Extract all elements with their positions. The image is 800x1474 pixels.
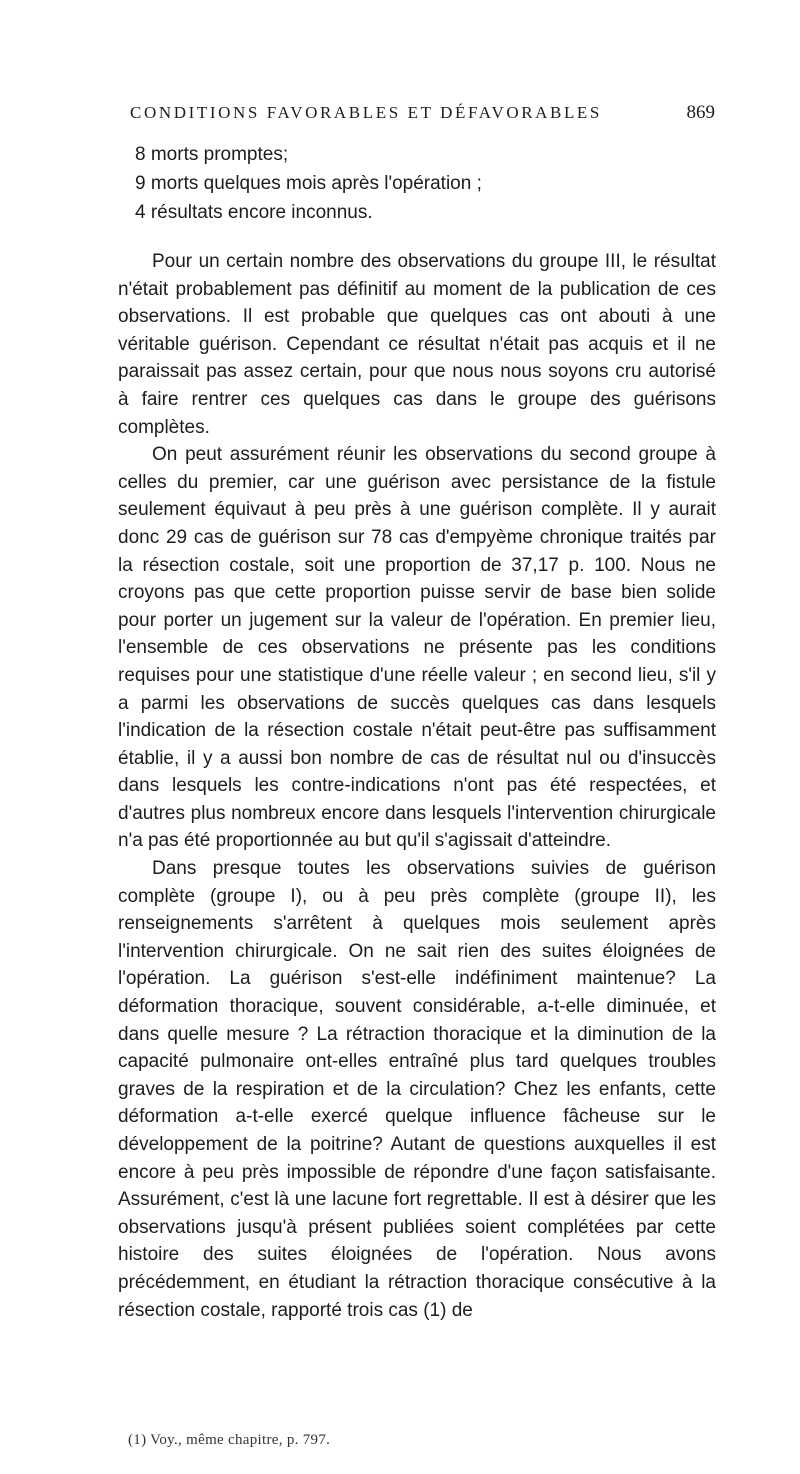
page-header (115, 103, 715, 129)
paragraph: On peut assurément réunir les observations du second groupe à celles du premier, car une guérison avec persistance de la fistule seulement équivaut à peu près à une guérison complète. Il y aurait donc 29 cas de guérison sur 78 cas d'empyème chronique traités par la résection costale, soit une proportion de 37,17 p. 100. Nous ne croyons pas que cette proportion puisse servir de base bien solide pour porter un jugement sur la valeur de l'opération. En premier lieu, l'ensemble de ces observations ne présente pas les conditions requises pour une statistique d'une réelle valeur ; en second lieu, s'il y a parmi les observations de succès quelques cas dans lesquels l'indication de la résection costale n'était peut-être pas suffisamment établie, il y a aussi bon nombre de cas de résultat nul ou d'insuccès dans lesquels les contre-indications n'ont pas été respectées, et d'autres plus nombreux encore dans lesquels l'intervention chirurgicale n'a pas été proportionnée au but qu'il s'agissait d'atteindre. (118, 444, 716, 852)
list-item: 4 résultats encore inconnus. (135, 202, 373, 223)
list-item: 8 morts promptes; (135, 144, 289, 165)
paragraph: Dans presque toutes les observations suivies de guérison complète (groupe I), ou à peu près complète (groupe II), les renseignements s'arrêtent à quelques mois seulement après l'intervention chirurgicale. On ne sait rien des suites éloignées de l'opération. La guérison s'est-elle indéfiniment maintenue? La déformation thoracique, souvent considérable, a-t-elle diminuée, et dans quelle mesure ? La rétraction thoracique et la diminution de la capacité pulmonaire ont-elles entraîné plus tard quelques troubles graves de la respiration et de la circulation? Chez les enfants, cette déformation a-t-elle exercé quelque influence fâcheuse sur le développement de la poitrine? Autant de questions auxquelles il est encore à peu près impossible de répondre d'une façon satisfaisante. Assurément, c'est là une lacune fort regrettable. Il est à désirer que les observations jusqu'à présent publiées soient complétées par cette histoire des suites éloignées de l'opération. Nous avons précédemment, en étudiant la rétraction thoracique consécutive à la résection costale, rapporté trois cas (1) de (118, 858, 716, 1321)
outcome-list (135, 140, 715, 227)
running-title: CONDITIONS FAVORABLES ET DÉFAVORABLES (130, 103, 602, 122)
body-text (118, 248, 716, 1324)
paragraph: Pour un certain nombre des observations du groupe III, le résultat n'était probablement pas définitif au moment de la publication de ces observations. Il est probable que quelques cas ont abouti à une véritable guérison. Cependant ce résultat n'était pas acquis et il ne paraissait pas assez certain, pour que nous nous soyons cru autorisé à faire rentrer ces quelques cas dans le groupe des guérisons complètes. (118, 251, 716, 438)
list-item: 9 morts quelques mois après l'opération ; (135, 173, 482, 194)
page-number: 869 (686, 102, 715, 123)
footnote: (1) Voy., même chapitre, p. 797. (128, 1432, 331, 1448)
